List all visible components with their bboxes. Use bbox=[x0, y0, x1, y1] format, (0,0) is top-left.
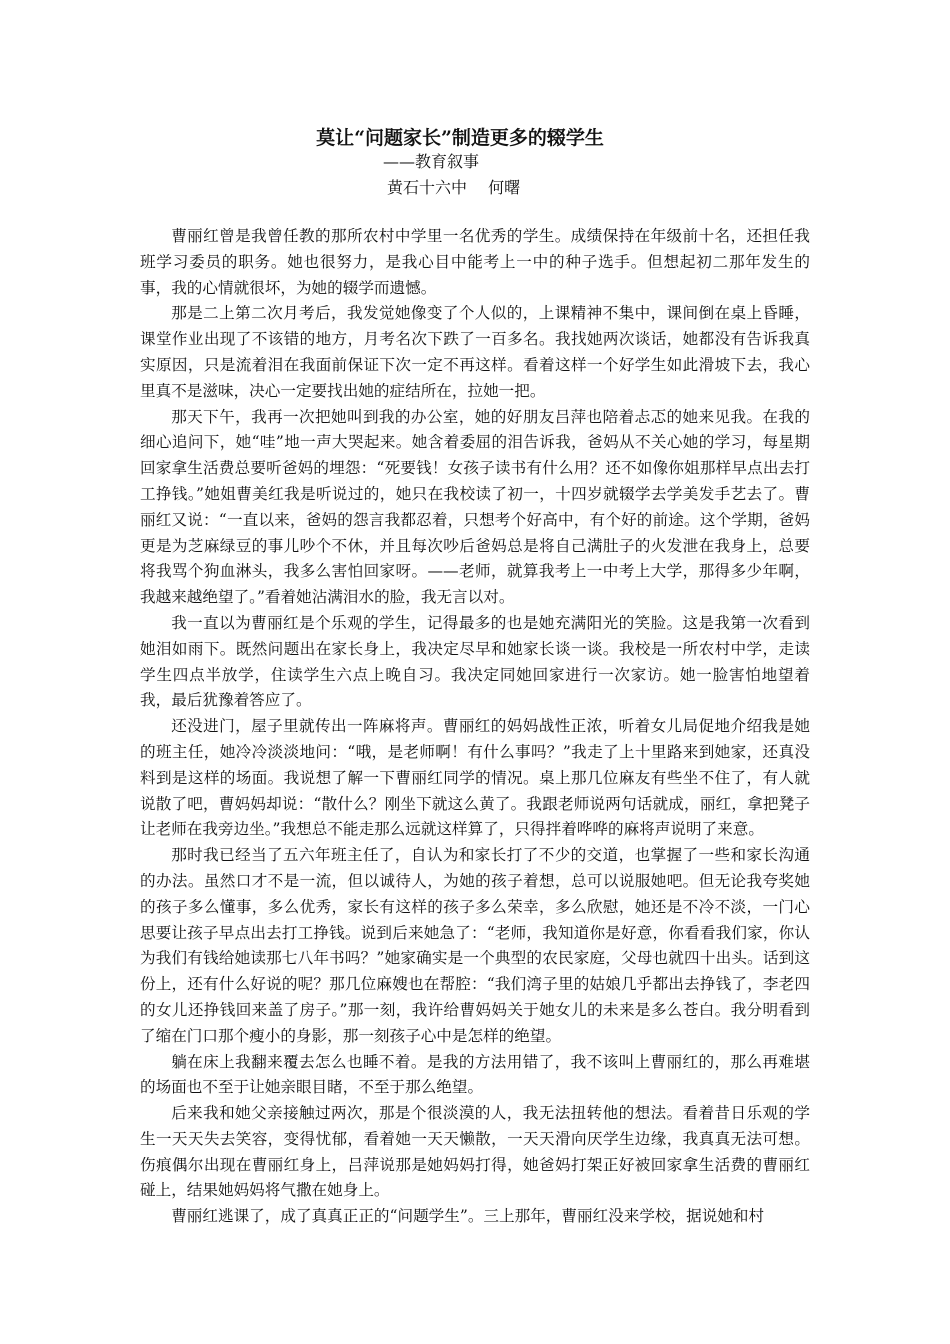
paragraph: 我一直以为曹丽红是个乐观的学生，记得最多的也是她充满阳光的笑脸。这是我第一次看到她泪如雨下。既然问题出在家长身上，我决定尽早和她家长谈一谈。我校是一所农村中学，走读学生四点半放学，住读学生六点上晚自习。我决定同她回家进行一次家访。她一脸害怕地望着我，最后犹豫着答应了。 bbox=[140, 613, 810, 710]
paragraph: 那是二上第二次月考后，我发觉她像变了个人似的，上课精神不集中，课间倒在桌上昏睡，课堂作业出现了不该错的地方，月考名次下跌了一百多名。我找她两次谈话，她都没有告诉我真实原因，只是流着泪在我面前保证下次一定不再这样。看着这样一个好学生如此滑坡下去，我心里真不是滋味，决心一定要找出她的症结所在，拉她一把。 bbox=[140, 304, 810, 400]
document-title: 莫让“问题家长”制造更多的辍学生 bbox=[316, 127, 604, 149]
paragraph: 曹丽红曾是我曾任教的那所农村中学里一名优秀的学生。成绩保持在年级前十名，还担任我班学习委员的职务。她也很努力，是我心目中能考上一中的种子选手。但想起初二那年发生的事，我的心情就很坏，为她的辍学而遗憾。 bbox=[140, 227, 810, 297]
paragraph: 那天下午，我再一次把她叫到我的办公室，她的好朋友吕萍也陪着忐忑的她来见我。在我的细心追问下，她“哇”地一声大哭起来。她含着委屈的泪告诉我，爸妈从不关心她的学习，每星期回家拿生活费总要听爸妈的埋怨：“死要钱！女孩子读书有什么用？还不如像你姐那样早点出去打工挣钱。”她姐曹美红我是听说过的，她只在我校读了初一，十四岁就辍学去学美发手艺去了。曹丽红又说：“一直以来，爸妈的怨言我都忍着，只想考个好高中，有个好的前途。这个学期，爸妈更是为芝麻绿豆的事儿吵个不休，并且每次吵后爸妈总是将自己满肚子的火发泄在我身上，总要将我骂个狗血淋头，我多么害怕回家呀。——老师，就算我考上一中考上大学，那得多少年啊，我越来越绝望了。”看着她沾满泪水的脸，我无言以对。 bbox=[140, 407, 810, 607]
paragraph: 躺在床上我翻来覆去怎么也睡不着。是我的方法用错了，我不该叫上曹丽红的，那么再难堪的场面也不至于让她亲眼目睹，不至于那么绝望。 bbox=[140, 1052, 810, 1097]
paragraph: 曹丽红逃课了，成了真真正正的“问题学生”。三上那年，曹丽红没来学校，据说她和村 bbox=[171, 1207, 765, 1226]
paragraph: 那时我已经当了五六年班主任了，自认为和家长打了不少的交道，也掌握了一些和家长沟通的办法。虽然口才不是一流，但以诚待人，为她的孩子着想，总可以说服她吧。但无论我夸奖她的孩子多么懂事，多么优秀，家长有这样的孩子多么荣幸，多么欣慰，她还是不冷不淡，一门心思要让孩子早点出去打工挣钱。说到后来她急了：“老师，我知道你是好意，你看看我们家，你认为我们有钱给她读那七八年书吗？”她家确实是一个典型的农民家庭，父母也就四十出头。话到这份上，还有什么好说的呢？那几位麻嫂也在帮腔：“我们湾子里的姑娘几乎都出去挣钱了，李老四的女儿还挣钱回来盖了房子。”那一刻，我许给曹妈妈关于她女儿的未来是多么苍白。我分明看到了缩在门口那个瘦小的身影，那一刻孩子心中是怎样的绝望。 bbox=[140, 846, 810, 1045]
paragraph: 后来我和她父亲接触过两次，那是个很淡漠的人，我无法扭转他的想法。看着昔日乐观的学生一天天失去笑容，变得忧郁，看着她一天天懒散，一天天滑向厌学生边缘，我真真无法可想。伤痕偶尔出现在曹丽红身上，吕萍说那是她妈妈打得，她爸妈打架正好被回家拿生活费的曹丽红碰上，结果她妈妈将气撒在她身上。 bbox=[140, 1104, 810, 1200]
paragraph: 还没进门，屋子里就传出一阵麻将声。曹丽红的妈妈战性正浓，听着女儿局促地介绍我是她的班主任，她冷冷淡淡地问：“哦，是老师啊！有什么事吗？”我走了上十里路来到她家，还真没料到是这样的场面。我说想了解一下曹丽红同学的情况。桌上那几位麻友有些坐不住了，有人就说散了吧，曹妈妈却说：“散什么？刚坐下就这么黄了。我跟老师说两句话就成，丽红，拿把凳子让老师在我旁边坐。”我想总不能走那么远就这样算了，只得拌着哗哗的麻将声说明了来意。 bbox=[140, 717, 810, 839]
document-subtitle: ——教育叙事 bbox=[383, 152, 480, 171]
document-body bbox=[140, 224, 810, 1230]
document-author: 黄石十六中 何曙 bbox=[387, 178, 521, 197]
